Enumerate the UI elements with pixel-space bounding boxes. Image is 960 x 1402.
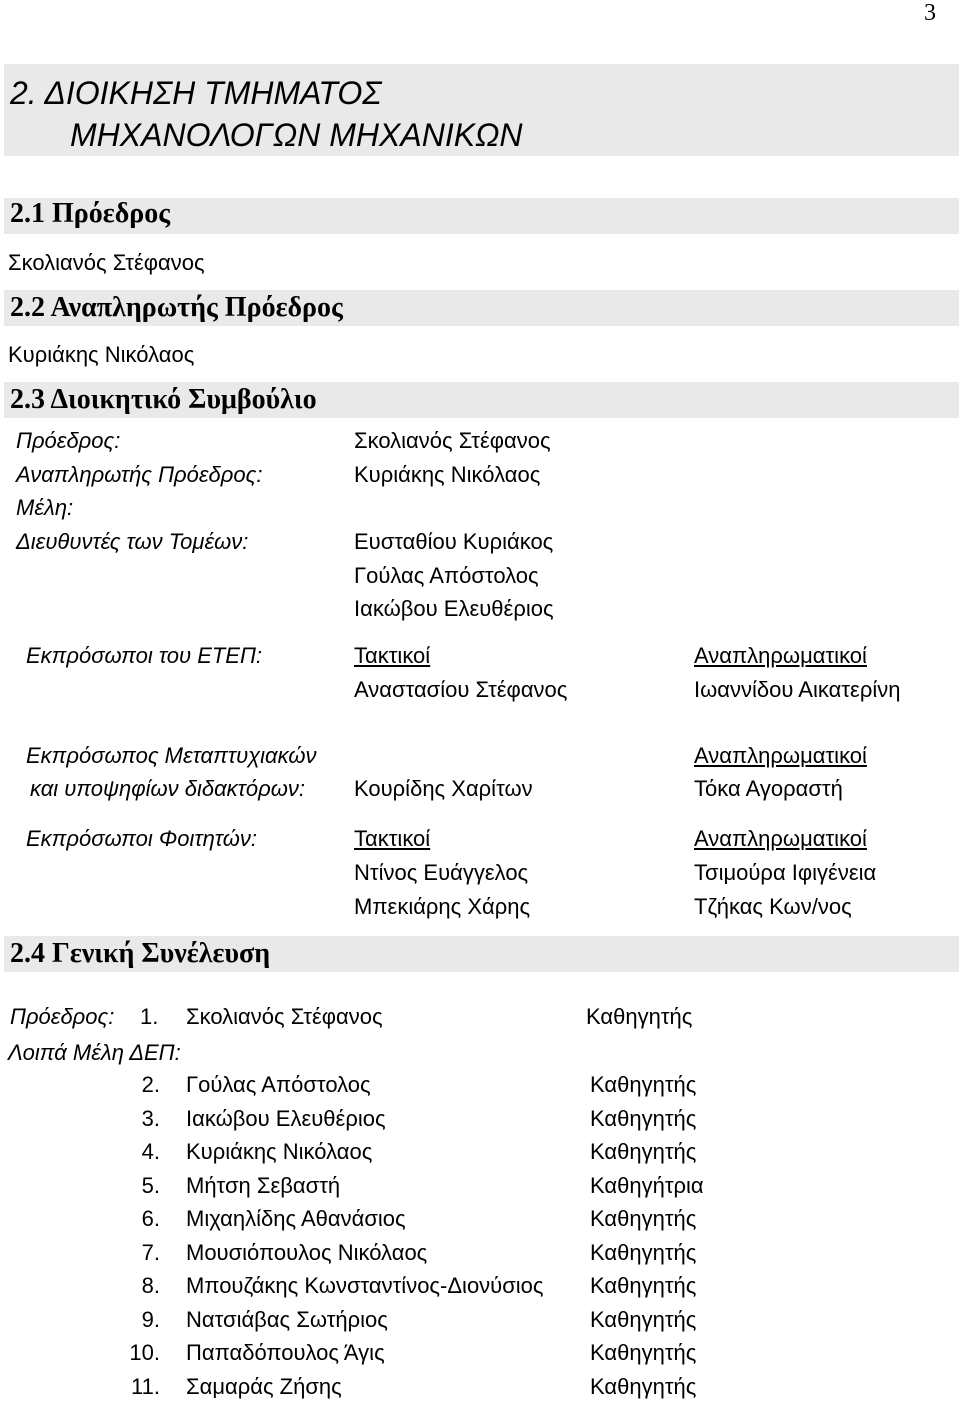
assembly-member-name: Κυριάκης Νικόλαος — [186, 1139, 373, 1164]
assembly-member-rank: Καθηγητής — [590, 1206, 697, 1231]
assembly-row-number: 8. — [141, 1273, 160, 1298]
assembly-row-number: 2. — [141, 1072, 160, 1097]
assembly-row-number: 5. — [141, 1173, 160, 1198]
students-regular-heading: Τακτικοί — [354, 826, 431, 851]
board-president-label: Πρόεδρος: — [16, 428, 121, 453]
board-vice-label: Αναπληρωτής Πρόεδρος: — [16, 462, 263, 487]
postgrad-regular-name: Κουρίδης Χαρίτων — [354, 776, 533, 801]
postgrad-label-line-2: και υποψηφίων διδακτόρων: — [30, 776, 305, 801]
assembly-row-number: 10. — [129, 1340, 160, 1365]
assembly-member-rank: Καθηγητής — [590, 1072, 697, 1097]
page-number: 3 — [924, 0, 936, 26]
page-title-line-1: 2. ΔΙΟΙΚΗΣΗ ΤΜΗΜΑΤΟΣ — [10, 75, 382, 111]
assembly-row-number: 1. — [140, 1004, 159, 1029]
board-members-label: Μέλη: — [16, 495, 74, 520]
assembly-row-number: 7. — [141, 1240, 160, 1265]
director-name: Γούλας Απόστολος — [354, 563, 539, 588]
directors-label: Διευθυντές των Τομέων: — [16, 529, 249, 554]
assembly-member-rank: Καθηγητής — [590, 1273, 697, 1298]
students-label: Εκπρόσωποι Φοιτητών: — [26, 826, 257, 851]
assembly-member-name: Σκολιανός Στέφανος — [186, 1004, 383, 1029]
assembly-row-number: 4. — [141, 1139, 160, 1164]
assembly-member-rank: Καθηγητής — [590, 1340, 697, 1365]
etep-alternate-name: Ιωαννίδου Αικατερίνη — [694, 677, 901, 702]
assembly-member-rank: Καθηγητής — [590, 1139, 697, 1164]
board-vice-name: Κυριάκης Νικόλαος — [354, 462, 541, 487]
assembly-member-rank: Καθηγητής — [590, 1307, 697, 1332]
assembly-row-number: 6. — [141, 1206, 160, 1231]
etep-regular-heading: Τακτικοί — [354, 643, 431, 668]
assembly-member-name: Γούλας Απόστολος — [186, 1072, 371, 1097]
assembly-member-rank: Καθηγητής — [586, 1004, 693, 1029]
postgrad-label-line-1: Εκπρόσωπος Μεταπτυχιακών — [26, 743, 317, 768]
assembly-member-name: Μιχαηλίδης Αθανάσιος — [186, 1206, 406, 1231]
assembly-member-name: Μήτση Σεβαστή — [186, 1173, 341, 1198]
page-title-line-2: ΜΗΧΑΝΟΛΟΓΩΝ ΜΗΧΑΝΙΚΩΝ — [70, 117, 523, 153]
assembly-member-rank: Καθηγητής — [590, 1240, 697, 1265]
assembly-others-label: Λοιπά Μέλη ΔΕΠ: — [8, 1040, 181, 1065]
students-regular-name: Ντίνος Ευάγγελος — [354, 860, 529, 885]
assembly-member-name: Νατσιάβας Σωτήριος — [186, 1307, 388, 1332]
students-alternate-name: Τζήκας Κων/νος — [694, 894, 852, 919]
assembly-row-number: 9. — [141, 1307, 160, 1332]
president-name: Σκολιανός Στέφανος — [8, 250, 205, 275]
director-name: Ιακώβου Ελευθέριος — [354, 596, 554, 621]
assembly-member-name: Παπαδόπουλος Άγις — [186, 1340, 385, 1365]
section-2-1-heading: 2.1 Πρόεδρος — [10, 198, 171, 229]
assembly-member-name: Ιακώβου Ελευθέριος — [186, 1106, 386, 1131]
postgrad-alternate-name: Τόκα Αγοραστή — [694, 776, 843, 801]
section-2-3-heading: 2.3 Διοικητικό Συμβούλιο — [10, 384, 317, 415]
etep-label: Εκπρόσωποι του ΕΤΕΠ: — [26, 643, 263, 668]
students-alternate-heading: Αναπληρωματικοί — [694, 826, 867, 851]
etep-regular-name: Αναστασίου Στέφανος — [354, 677, 568, 702]
postgrad-alternate-heading: Αναπληρωματικοί — [694, 743, 867, 768]
assembly-row-number: 3. — [141, 1106, 160, 1131]
assembly-president-label: Πρόεδρος: — [10, 1004, 115, 1029]
etep-alternate-heading: Αναπληρωματικοί — [694, 643, 867, 668]
students-regular-name: Μπεκιάρης Χάρης — [354, 894, 531, 919]
assembly-row-number: 11. — [131, 1374, 160, 1399]
students-alternate-name: Τσιμούρα Ιφιγένεια — [694, 860, 877, 885]
section-2-4-heading: 2.4 Γενική Συνέλευση — [10, 938, 271, 969]
assembly-member-rank: Καθηγήτρια — [590, 1173, 704, 1198]
section-2-2-heading: 2.2 Αναπληρωτής Πρόεδρος — [10, 292, 343, 323]
assembly-member-name: Μπουζάκης Κωνσταντίνος-Διονύσιος — [186, 1273, 544, 1298]
director-name: Ευσταθίου Κυριάκος — [354, 529, 554, 554]
assembly-member-name: Σαμαράς Ζήσης — [186, 1374, 342, 1399]
assembly-member-rank: Καθηγητής — [590, 1106, 697, 1131]
vice-president-name: Κυριάκης Νικόλαος — [8, 342, 195, 367]
assembly-member-name: Μουσιόπουλος Νικόλαος — [186, 1240, 428, 1265]
assembly-member-rank: Καθηγητής — [590, 1374, 697, 1399]
board-president-name: Σκολιανός Στέφανος — [354, 428, 551, 453]
